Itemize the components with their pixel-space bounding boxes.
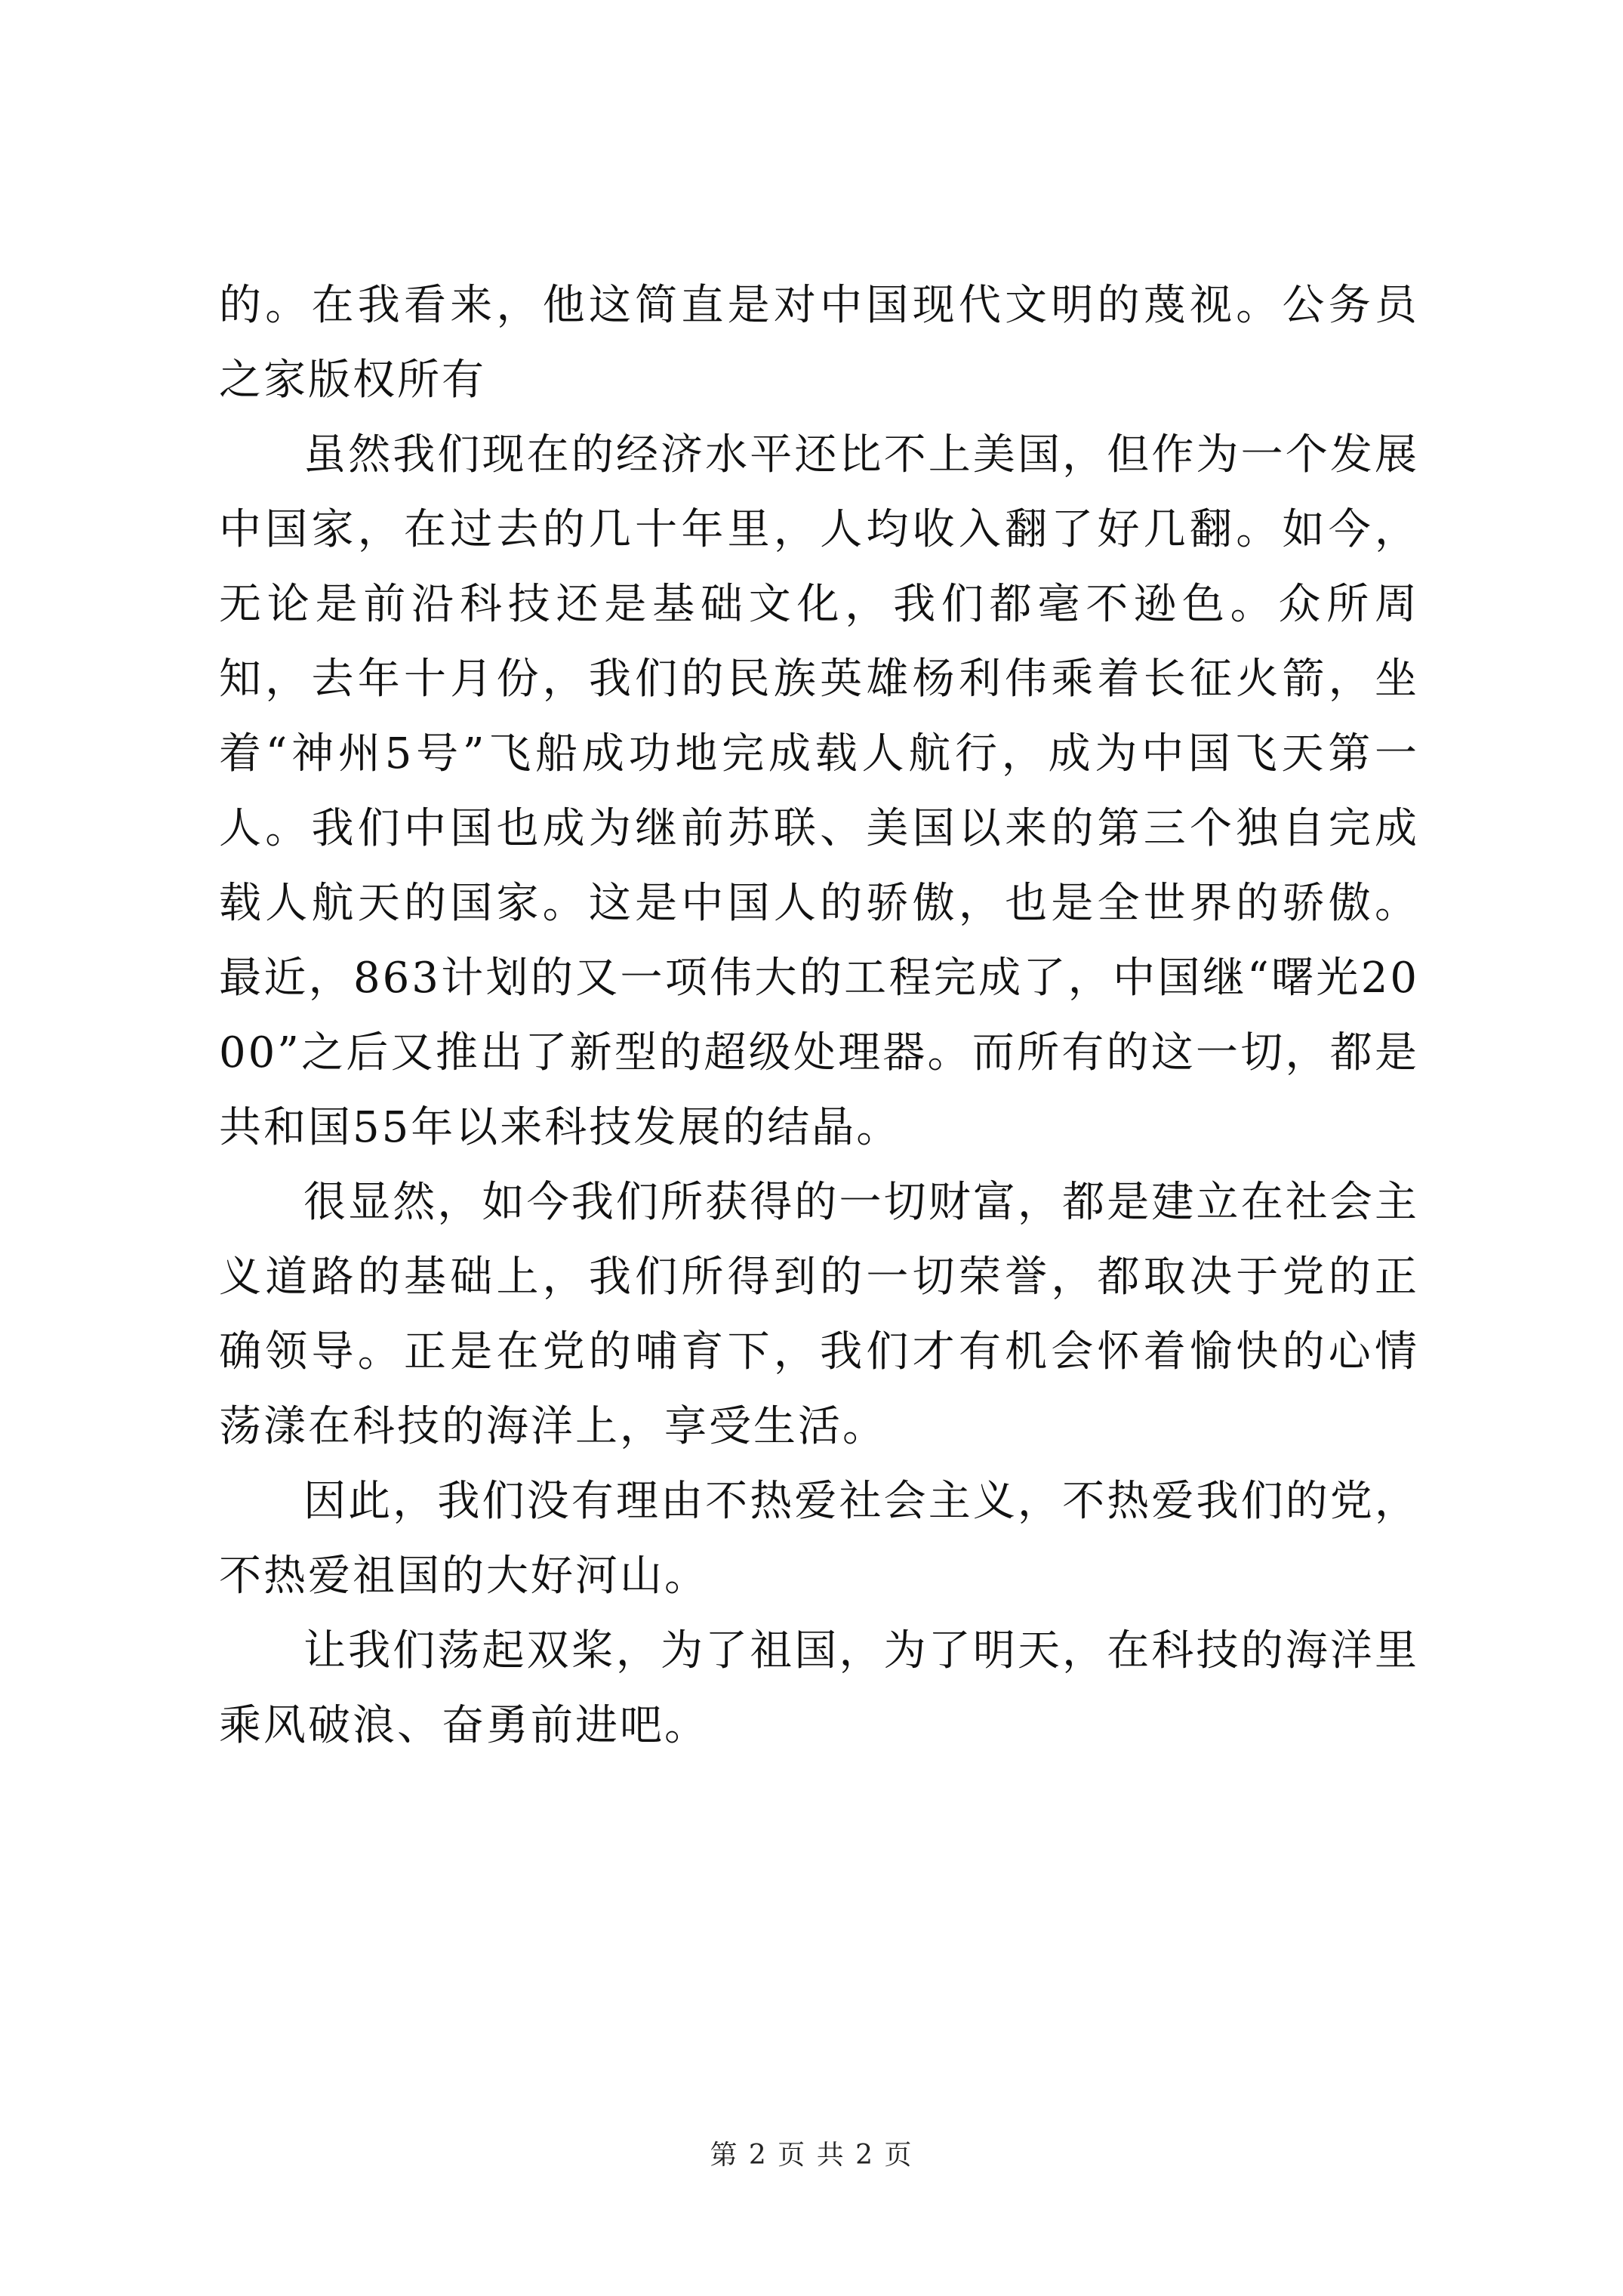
paragraph-2: 虽然我们现在的经济水平还比不上美国，但作为一个发展中国家，在过去的几十年里，人均收入翻了好几翻。如今，无论是前沿科技还是基础文化，我们都毫不逊色。众所周知，去年十月份，我们的民族英雄杨利伟乘着长征火箭，坐着“神州5号”飞船成功地完成载人航行，成为中国飞天第一人。我们中国也成为继前苏联、美国以来的第三个独自完成载人航天的国家。这是中国人的骄傲，也是全世界的骄傲。最近，863计划的又一项伟大的工程完成了，中国继“曙光2000”之后又推出了新型的超级处理器。而所有的这一切，都是共和国55年以来科技发展的结晶。 [219, 430, 1419, 1152]
paragraph-3: 很显然，如今我们所获得的一切财富，都是建立在社会主义道路的基础上，我们所得到的一切荣誉，都取决于党的正确领导。正是在党的哺育下，我们才有机会怀着愉快的心情荡漾在科技的海洋上，享受生活。 [219, 1178, 1419, 1451]
paragraph-5: 让我们荡起双桨，为了祖国，为了明天，在科技的海洋里乘风破浪、奋勇前进吧。 [219, 1626, 1419, 1750]
page-footer: 第 2 页 共 2 页 [710, 2140, 913, 2171]
paragraph-4: 因此，我们没有理由不热爱社会主义，不热爱我们的党，不热爱祖国的大好河山。 [219, 1477, 1419, 1601]
paragraph-1: 的。在我看来，他这简直是对中国现代文明的蔑视。公务员之家版权所有 [219, 281, 1419, 405]
document-body [219, 268, 1419, 1763]
